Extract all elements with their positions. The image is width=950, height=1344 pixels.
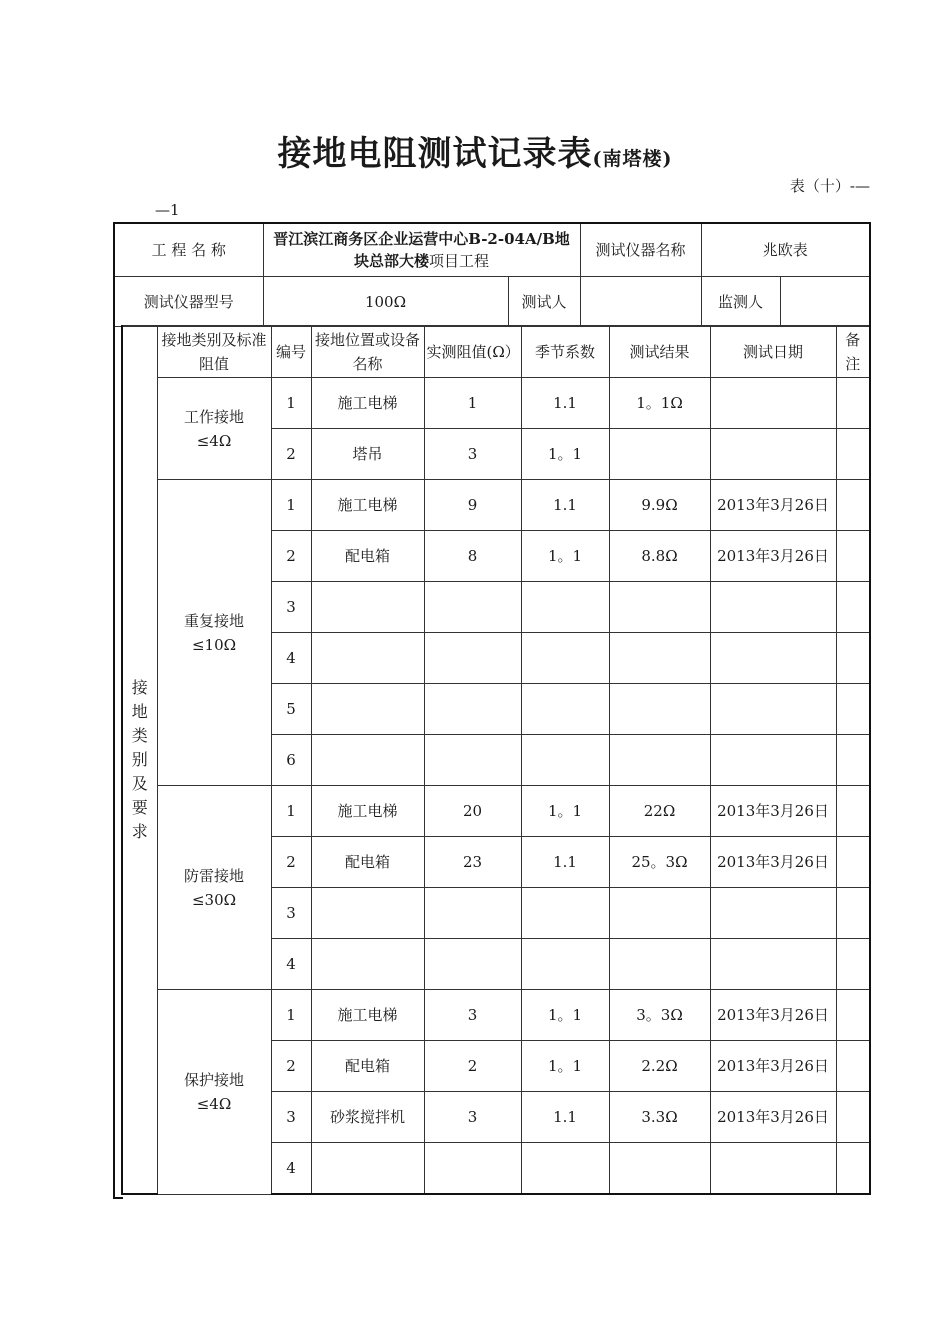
cell-no: 2: [271, 1041, 311, 1092]
group-limit: ≤10Ω: [191, 635, 237, 654]
cell-season: [521, 684, 609, 735]
cell-location: [311, 684, 424, 735]
cell-result: 8.8Ω: [609, 531, 710, 582]
cell-remark: [836, 1092, 870, 1143]
cell-no: 1: [271, 378, 311, 429]
cell-date: 2013年3月26日: [710, 786, 836, 837]
side-label: [122, 326, 157, 1195]
title-main: 接地电阻测试记录表: [277, 134, 593, 174]
side-label-char: 接: [131, 677, 148, 697]
table-row: [122, 480, 870, 531]
cell-location: 施工电梯: [311, 378, 424, 429]
cell-remark: [836, 633, 870, 684]
project-name-bold: 晋江滨江商务区企业运营中心B-2-04A/B地块总部大楼: [273, 230, 570, 270]
cell-location: [311, 888, 424, 939]
cell-season: [521, 1143, 609, 1195]
cell-season: 1。1: [521, 786, 609, 837]
cell-season: 1.1: [521, 480, 609, 531]
cell-location: 砂浆搅拌机: [311, 1092, 424, 1143]
title-subtitle: (南塔楼): [592, 148, 673, 170]
cell-season: [521, 735, 609, 786]
cell-location: 施工电梯: [311, 990, 424, 1041]
header-measured: 实测阻值(Ω）: [424, 326, 521, 378]
header-date: 测试日期: [710, 326, 836, 378]
side-label-char: 求: [131, 821, 148, 841]
cell-result: 9.9Ω: [609, 480, 710, 531]
cell-measured: 8: [424, 531, 521, 582]
cell-season: [521, 939, 609, 990]
cell-measured: [424, 939, 521, 990]
supervisor-value: [780, 277, 870, 327]
cell-remark: [836, 378, 870, 429]
group-category: [157, 378, 271, 480]
cell-no: 3: [271, 888, 311, 939]
cell-remark: [836, 735, 870, 786]
cell-location: 塔吊: [311, 429, 424, 480]
cell-result: 2.2Ω: [609, 1041, 710, 1092]
cell-remark: [836, 888, 870, 939]
cell-measured: 23: [424, 837, 521, 888]
cell-result: 25。3Ω: [609, 837, 710, 888]
header-row: [122, 326, 870, 378]
tester-value: [580, 277, 701, 327]
cell-no: 4: [271, 939, 311, 990]
cell-remark: [836, 837, 870, 888]
group-name: 工作接地: [183, 407, 244, 426]
cell-date: 2013年3月26日: [710, 837, 836, 888]
cell-location: [311, 633, 424, 684]
cell-result: [609, 684, 710, 735]
cell-season: 1。1: [521, 429, 609, 480]
cell-measured: [424, 633, 521, 684]
cell-no: 3: [271, 1092, 311, 1143]
cell-result: [609, 633, 710, 684]
cell-no: 3: [271, 582, 311, 633]
cell-measured: [424, 1143, 521, 1195]
cell-no: 4: [271, 633, 311, 684]
cell-measured: [424, 582, 521, 633]
cell-measured: 3: [424, 1092, 521, 1143]
side-label-char: 类: [131, 725, 148, 745]
header-season: 季节系数: [521, 326, 609, 378]
group-category: [157, 786, 271, 990]
cell-result: 3.3Ω: [609, 1092, 710, 1143]
project-name-label: 工 程 名 称: [114, 223, 263, 277]
grounding-table-body: [122, 326, 870, 1195]
cell-remark: [836, 990, 870, 1041]
cell-date: [710, 429, 836, 480]
cell-result: [609, 888, 710, 939]
cell-no: 2: [271, 837, 311, 888]
cell-date: [710, 378, 836, 429]
cell-remark: [836, 531, 870, 582]
supervisor-label: 监测人: [701, 277, 780, 327]
cell-date: 2013年3月26日: [710, 1092, 836, 1143]
project-name-suffix: 项目工程: [429, 252, 490, 270]
group-name: 重复接地: [183, 611, 244, 630]
cell-remark: [836, 786, 870, 837]
group-name: 防雷接地: [183, 866, 244, 885]
cell-location: 施工电梯: [311, 480, 424, 531]
group-limit: ≤4Ω: [196, 431, 232, 450]
table-row: [122, 990, 870, 1041]
instrument-model-label: 测试仪器型号: [114, 277, 263, 327]
cell-location: [311, 1143, 424, 1195]
cell-no: 5: [271, 684, 311, 735]
cell-result: 22Ω: [609, 786, 710, 837]
group-limit: ≤30Ω: [191, 890, 237, 909]
cell-season: 1。1: [521, 1041, 609, 1092]
cell-season: 1。1: [521, 531, 609, 582]
group-name: 保护接地: [183, 1070, 244, 1089]
cell-measured: 1: [424, 378, 521, 429]
table-row: [122, 378, 870, 429]
cell-no: 2: [271, 531, 311, 582]
cell-season: 1.1: [521, 837, 609, 888]
cell-season: 1。1: [521, 990, 609, 1041]
cell-result: [609, 582, 710, 633]
cell-season: [521, 633, 609, 684]
cell-no: 1: [271, 786, 311, 837]
cell-date: [710, 888, 836, 939]
group-category: [157, 990, 271, 1195]
cell-date: [710, 1143, 836, 1195]
side-label-char: 要: [131, 797, 148, 817]
tester-label: 测试人: [508, 277, 580, 327]
header-remark: 备注: [836, 326, 870, 378]
cell-result: 1。1Ω: [609, 378, 710, 429]
cell-remark: [836, 939, 870, 990]
side-label-char: 及: [131, 773, 148, 793]
side-label-char: 别: [131, 749, 148, 769]
cell-date: [710, 939, 836, 990]
cell-measured: [424, 888, 521, 939]
cell-location: 配电箱: [311, 531, 424, 582]
header-result: 测试结果: [609, 326, 710, 378]
cell-measured: 20: [424, 786, 521, 837]
cell-remark: [836, 429, 870, 480]
cell-measured: 3: [424, 429, 521, 480]
cell-location: [311, 582, 424, 633]
cell-location: 配电箱: [311, 1041, 424, 1092]
header-category: 接地类别及标准阻值: [157, 326, 271, 378]
group-limit: ≤4Ω: [196, 1094, 232, 1113]
left-border: [113, 325, 115, 1198]
cell-no: 2: [271, 429, 311, 480]
cell-result: [609, 1143, 710, 1195]
cell-remark: [836, 1041, 870, 1092]
instrument-model: 100Ω: [263, 277, 508, 327]
cell-measured: 2: [424, 1041, 521, 1092]
cell-season: [521, 582, 609, 633]
cell-date: [710, 582, 836, 633]
cell-date: [710, 735, 836, 786]
cell-result: [609, 735, 710, 786]
side-label-char: 地: [131, 701, 148, 721]
cell-remark: [836, 582, 870, 633]
group-category: [157, 480, 271, 786]
instrument-name: 兆欧表: [701, 223, 870, 277]
cell-remark: [836, 1143, 870, 1195]
table-sequence: —1: [155, 201, 180, 219]
cell-measured: [424, 735, 521, 786]
cell-result: 3。3Ω: [609, 990, 710, 1041]
cell-no: 1: [271, 480, 311, 531]
page-title: [0, 126, 950, 175]
cell-date: 2013年3月26日: [710, 990, 836, 1041]
project-info-table: [113, 222, 871, 327]
cell-date: 2013年3月26日: [710, 480, 836, 531]
cell-result: [609, 429, 710, 480]
instrument-name-label: 测试仪器名称: [580, 223, 701, 277]
cell-location: 施工电梯: [311, 786, 424, 837]
cell-season: 1.1: [521, 378, 609, 429]
cell-date: [710, 684, 836, 735]
header-no: 编号: [271, 326, 311, 378]
cell-date: 2013年3月26日: [710, 531, 836, 582]
cell-date: [710, 633, 836, 684]
cell-measured: 3: [424, 990, 521, 1041]
cell-no: 1: [271, 990, 311, 1041]
cell-remark: [836, 684, 870, 735]
cell-no: 4: [271, 1143, 311, 1195]
cell-result: [609, 939, 710, 990]
cell-measured: 9: [424, 480, 521, 531]
cell-location: [311, 939, 424, 990]
cell-season: [521, 888, 609, 939]
cell-location: [311, 735, 424, 786]
header-location: 接地位置或设备名称: [311, 326, 424, 378]
cell-location: 配电箱: [311, 837, 424, 888]
cell-measured: [424, 684, 521, 735]
table-number: 表（十）-—: [789, 177, 870, 195]
project-name: [263, 223, 580, 277]
table-row: [122, 786, 870, 837]
cell-no: 6: [271, 735, 311, 786]
grounding-table: [121, 325, 871, 1195]
cell-remark: [836, 480, 870, 531]
cell-season: 1.1: [521, 1092, 609, 1143]
cell-date: 2013年3月26日: [710, 1041, 836, 1092]
bottom-border-tick: [113, 1197, 123, 1199]
